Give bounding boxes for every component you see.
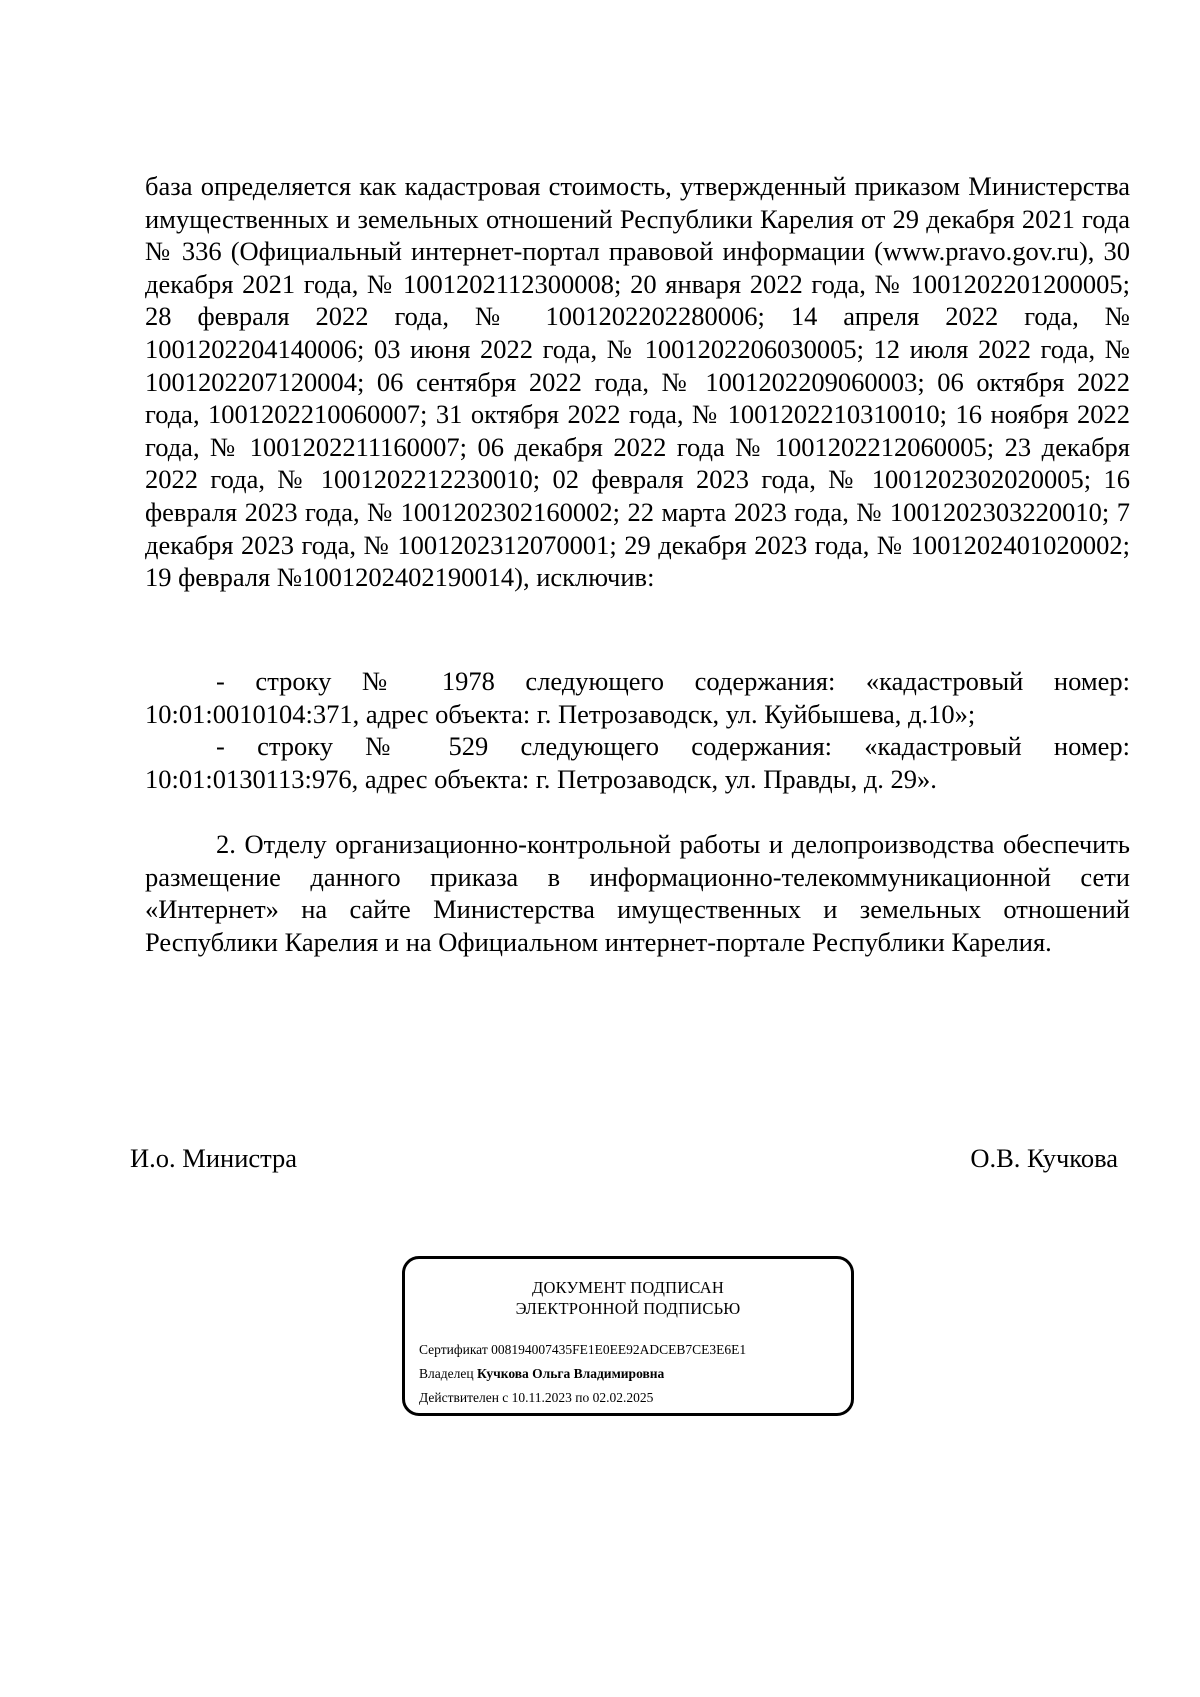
- certificate-value: 008194007435FE1E0EE92ADCEB7CE3E6E1: [491, 1342, 747, 1357]
- body-paragraph-two: [145, 828, 1130, 958]
- exclusion-item: - строку № 1978 следующего содержания: «кадастровый номер: 10:01:0010104:371, адрес объекта: г. Петрозаводск, ул. Куйбышева, д.10»;: [145, 666, 1130, 729]
- stamp-title: [405, 1277, 851, 1319]
- signatory-name: О.В. Кучкова: [970, 1143, 1118, 1173]
- signatory-position: И.о. Министра: [130, 1143, 298, 1173]
- stamp-title-line-1: ДОКУМЕНТ ПОДПИСАН: [532, 1278, 724, 1297]
- body-paragraph-main: [145, 170, 1130, 594]
- owner-label: Владелец: [419, 1366, 474, 1381]
- stamp-owner: [419, 1365, 664, 1383]
- valid-to-label: по: [575, 1390, 590, 1405]
- exclusion-list: [145, 665, 1130, 795]
- electronic-signature-stamp: [402, 1256, 854, 1416]
- stamp-certificate: [419, 1341, 746, 1359]
- certificate-label: Сертификат: [419, 1342, 488, 1357]
- paragraph-main-text: база определяется как кадастровая стоимость, утвержденный приказом Министерства имущественных и земельных отношений Республики Карелия от 29 декабря 2021 года № 336 (Официальный интернет-портал правовой информации (www.pravo.gov.ru), 30 декабря 2021 года, № 1001202112300008; 20 января 2022 года, № 1001202201200005; 28 февраля 2022 года, № 1001202202280006; 14 апреля 2022 года, № 1001202204140006; 03 июня 2022 года, № 1001202206030005; 12 июля 2022 года, № 1001202207120004; 06 сентября 2022 года, № 1001202209060003; 06 октября 2022 года, 1001202210060007; 31 октября 2022 года, № 1001202210310010; 16 ноября 2022 года, № 1001202211160007; 06 декабря 2022 года № 1001202212060005; 23 декабря 2022 года, № 1001202212230010; 02 февраля 2023 года, № 1001202302020005; 16 февраля 2023 года, № 1001202302160002; 22 марта 2023 года, № 1001202303220010; 7 декабря 2023 года, № 1001202312070001; 29 декабря 2023 года, № 1001202401020002; 19 февраля №1001202402190014), исключив:: [145, 171, 1130, 593]
- stamp-validity: [419, 1389, 653, 1407]
- valid-from-date: 10.11.2023: [511, 1390, 572, 1405]
- exclusion-item: - строку № 529 следующего содержания: «кадастровый номер: 10:01:0130113:976, адрес объекта: г. Петрозаводск, ул. Правды, д. 29».: [145, 731, 1130, 794]
- paragraph-two-text: 2. Отделу организационно-контрольной работы и делопроизводства обеспечить размещение данного приказа в информационно-телекоммуникационной сети «Интернет» на сайте Министерства имущественных и земельных отношений Республики Карелия и на Официальном интернет-портале Республики Карелия.: [145, 829, 1130, 957]
- owner-value: Кучкова Ольга Владимировна: [476, 1366, 665, 1381]
- stamp-title-line-2: ЭЛЕКТРОННОЙ ПОДПИСЬЮ: [515, 1299, 741, 1318]
- valid-from-label: Действителен с: [419, 1390, 509, 1405]
- valid-to-date: 02.02.2025: [592, 1390, 654, 1405]
